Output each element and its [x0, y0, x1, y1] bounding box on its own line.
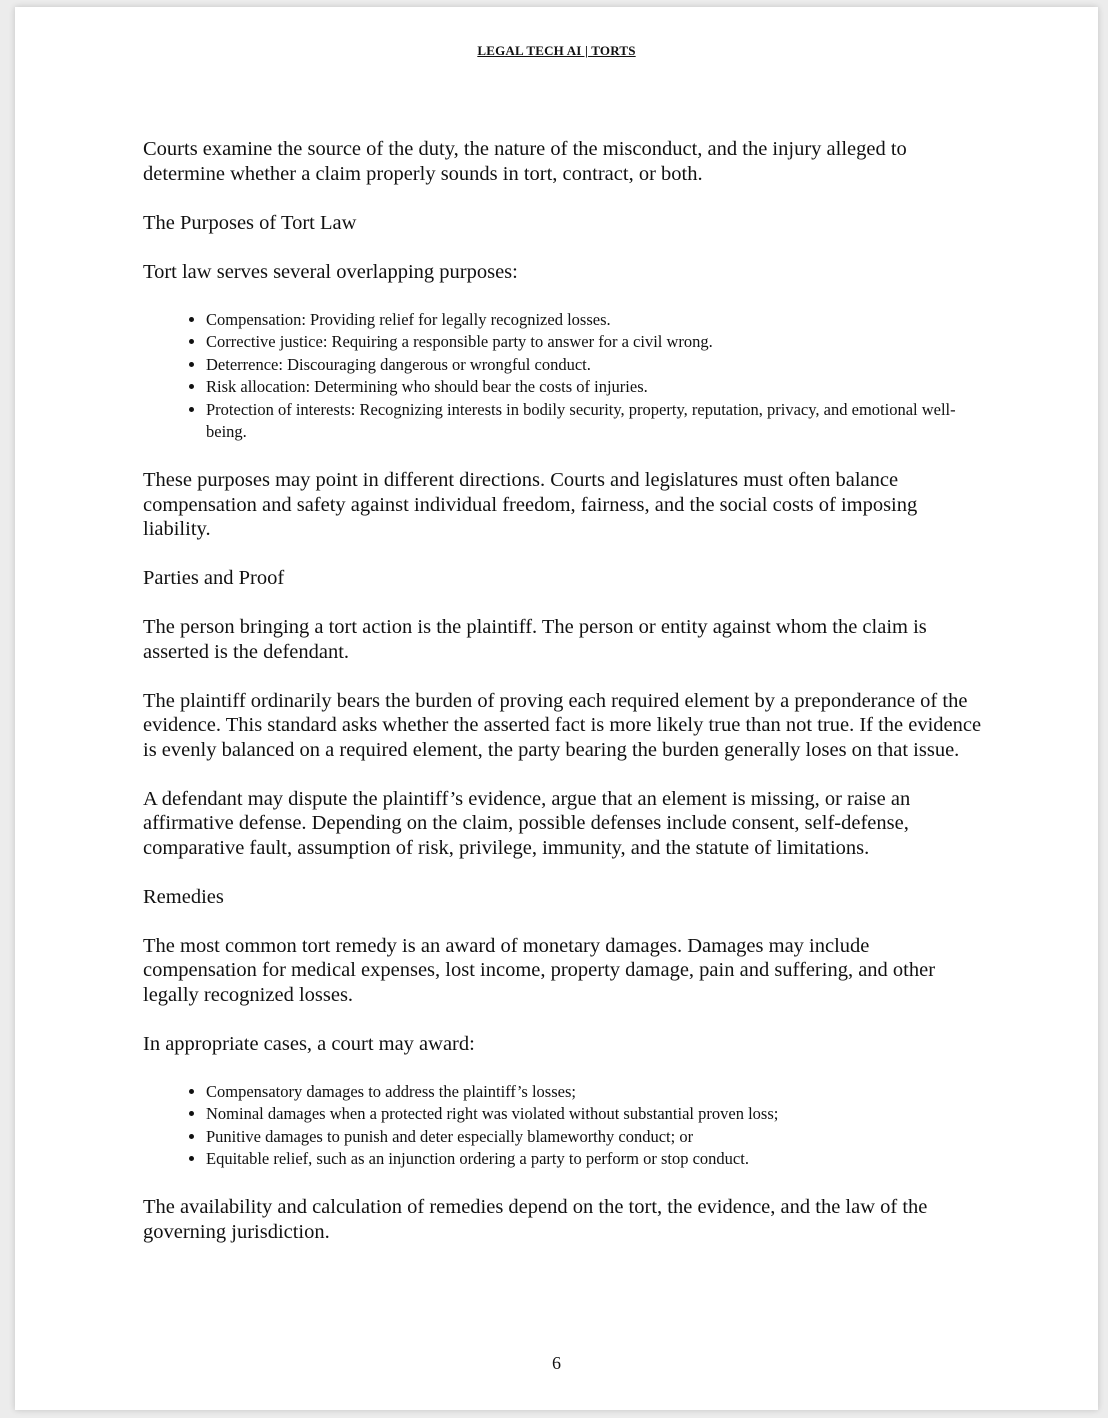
- paragraph-purposes-intro: Tort law serves several overlapping purposes:: [143, 260, 518, 283]
- list-item: • Deterrence: Discouraging dangerous or wrongful conduct.: [206, 354, 983, 377]
- paragraph-damages: The most common tort remedy is an award of monetary damages. Damages may include compensation for medical expenses, lost income, property damage, pain and suffering, and other legally recognized losses.: [143, 934, 936, 1006]
- section-heading-purposes: The Purposes of Tort Law: [143, 211, 357, 234]
- list-item: • Risk allocation: Determining who should bear the costs of injuries.: [206, 376, 983, 399]
- purposes-list: [143, 309, 983, 444]
- list-item: • Protection of interests: Recognizing interests in bodily security, property, reputation, privacy, and emotional well-being.: [206, 399, 983, 444]
- page-number: 6: [552, 1353, 561, 1373]
- paragraph-remedies-availability: The availability and calculation of remedies depend on the tort, the evidence, and the law of the governing jurisdiction.: [143, 1196, 928, 1243]
- list-item: • Compensation: Providing relief for legally recognized losses.: [206, 309, 983, 332]
- paragraph-purposes-balance: These purposes may point in different directions. Courts and legislatures must often balance compensation and safety against individual freedom, fairness, and the social costs of imposing liability.: [143, 469, 918, 540]
- section-heading-parties: Parties and Proof: [143, 567, 285, 589]
- paragraph-defenses: A defendant may dispute the plaintiff’s evidence, argue that an element is missing, or raise an affirmative defense. Depending on the claim, possible defenses include consent, self-defense, comparative fault, assumption of risk, privilege, immunity, and the statute of limitations.: [143, 787, 911, 859]
- running-header: LEGAL TECH AI | TORTS: [477, 43, 636, 58]
- page-body: [143, 137, 983, 1269]
- section-heading-remedies: Remedies: [143, 885, 224, 908]
- remedies-list: [143, 1081, 983, 1171]
- list-item: • Equitable relief, such as an injunction ordering a party to perform or stop conduct.: [206, 1148, 983, 1171]
- list-item: • Corrective justice: Requiring a responsible party to answer for a civil wrong.: [206, 331, 983, 354]
- list-item: • Compensatory damages to address the plaintiff’s losses;: [206, 1081, 983, 1104]
- list-item: • Nominal damages when a protected right was violated without substantial proven loss;: [206, 1103, 983, 1126]
- document-page: [15, 7, 1098, 1410]
- list-item: • Punitive damages to punish and deter especially blameworthy conduct; or: [206, 1126, 983, 1149]
- paragraph-awards-intro: In appropriate cases, a court may award:: [143, 1032, 475, 1055]
- paragraph-duty-source: Courts examine the source of the duty, the nature of the misconduct, and the injury alleged to determine whether a claim properly sounds in tort, contract, or both.: [143, 138, 907, 185]
- paragraph-parties: The person bringing a tort action is the plaintiff. The person or entity against whom the claim is asserted is the defendant.: [143, 616, 927, 663]
- paragraph-burden-of-proof: The plaintiff ordinarily bears the burden of proving each required element by a preponderance of the evidence. This standard asks whether the asserted fact is more likely true than not true. If the evidence is evenly balanced on a required element, the party bearing the burden generally loses on that issue.: [143, 689, 982, 761]
